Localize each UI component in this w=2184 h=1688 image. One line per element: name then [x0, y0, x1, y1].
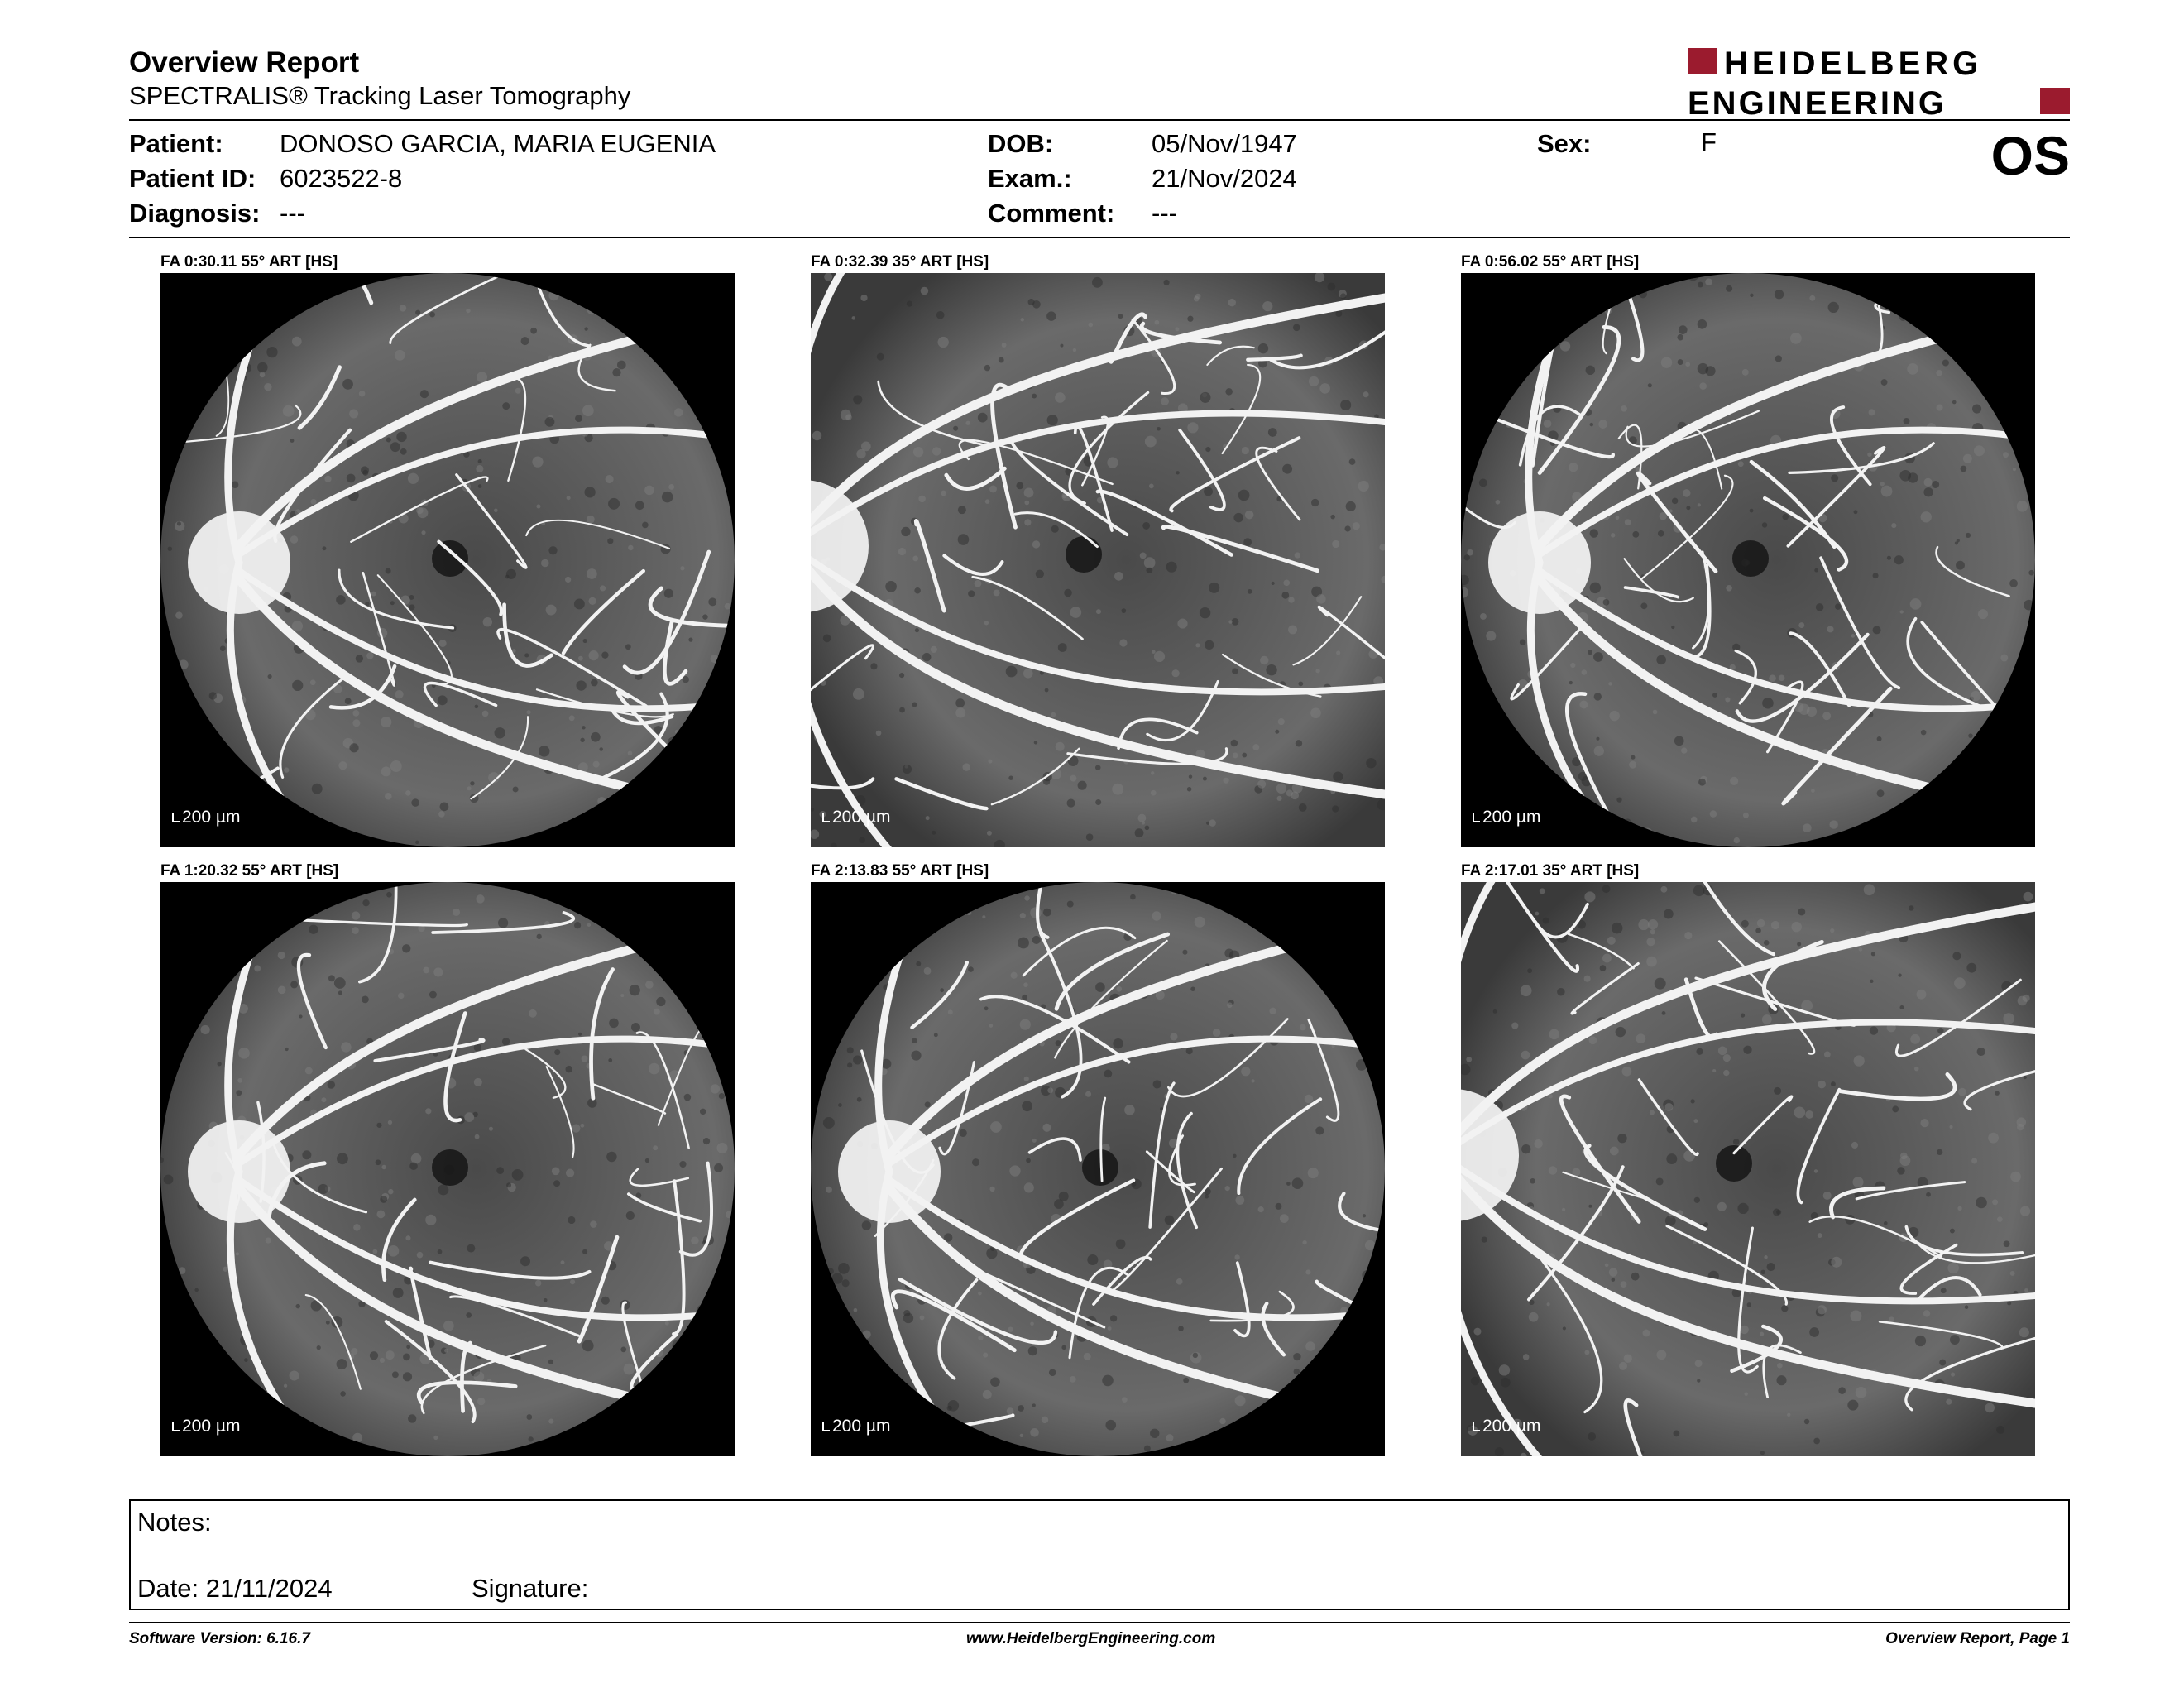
scale-bar: 200 µm — [172, 1417, 240, 1436]
diagnosis-value: --- — [280, 199, 305, 228]
heidelberg-logo — [1688, 45, 2070, 119]
sex-value: F — [1701, 127, 1717, 156]
notes-date: Date: 21/11/2024 — [137, 1574, 333, 1603]
fluorescein-angiogram-image[interactable] — [160, 882, 735, 1456]
comment-value: --- — [1152, 199, 1177, 228]
fluorescein-angiogram-image[interactable] — [811, 273, 1385, 847]
patient-id-value: 6023522-8 — [280, 164, 403, 193]
header-rule — [129, 119, 2070, 121]
software-version: Software Version: 6.16.7 — [129, 1630, 310, 1647]
scale-bar: 200 µm — [1473, 808, 1540, 827]
patient-rule — [129, 237, 2070, 238]
page-number: Overview Report, Page 1 — [1885, 1630, 2070, 1647]
svg-text:HEIDELBERG: HEIDELBERG — [1724, 46, 1983, 82]
scale-bar: 200 µm — [822, 808, 890, 827]
fluorescein-angiogram-image[interactable] — [811, 882, 1385, 1456]
fluorescein-angiogram-image[interactable] — [1461, 273, 2035, 847]
signature-label: Signature: — [472, 1574, 589, 1603]
notes-label: Notes: — [137, 1508, 212, 1537]
image-label: FA 1:20.32 55° ART [HS] — [160, 862, 339, 880]
dob-value: 05/Nov/1947 — [1152, 129, 1297, 158]
notes-box[interactable] — [129, 1499, 2070, 1610]
sex-label: Sex: — [1537, 129, 1592, 158]
image-label: FA 2:17.01 35° ART [HS] — [1461, 862, 1640, 880]
report-title: Overview Report — [129, 46, 360, 79]
eye-indicator: OS — [1990, 125, 2070, 186]
dob-label: DOB: — [988, 129, 1054, 158]
exam-label: Exam.: — [988, 164, 1072, 193]
image-label: FA 0:56.02 55° ART [HS] — [1461, 253, 1640, 271]
diagnosis-label: Diagnosis: — [129, 199, 261, 228]
patient-id-label: Patient ID: — [129, 164, 256, 193]
scale-bar: 200 µm — [172, 808, 240, 827]
fluorescein-angiogram-image[interactable] — [160, 273, 735, 847]
report-subtitle: SPECTRALIS® Tracking Laser Tomography — [129, 81, 631, 110]
fluorescein-angiogram-image[interactable] — [1461, 882, 2035, 1456]
image-label: FA 0:32.39 35° ART [HS] — [811, 253, 989, 271]
exam-value: 21/Nov/2024 — [1152, 164, 1297, 193]
image-label: FA 0:30.11 55° ART [HS] — [160, 253, 338, 271]
website-link[interactable]: www.HeidelbergEngineering.com — [966, 1630, 1216, 1647]
footer-rule — [129, 1622, 2070, 1623]
patient-name: DONOSO GARCIA, MARIA EUGENIA — [280, 129, 716, 158]
patient-label: Patient: — [129, 129, 223, 158]
scale-bar: 200 µm — [822, 1417, 890, 1436]
svg-text:ENGINEERING: ENGINEERING — [1688, 85, 1947, 119]
scale-bar: 200 µm — [1473, 1417, 1540, 1436]
image-label: FA 2:13.83 55° ART [HS] — [811, 862, 989, 880]
comment-label: Comment: — [988, 199, 1115, 228]
